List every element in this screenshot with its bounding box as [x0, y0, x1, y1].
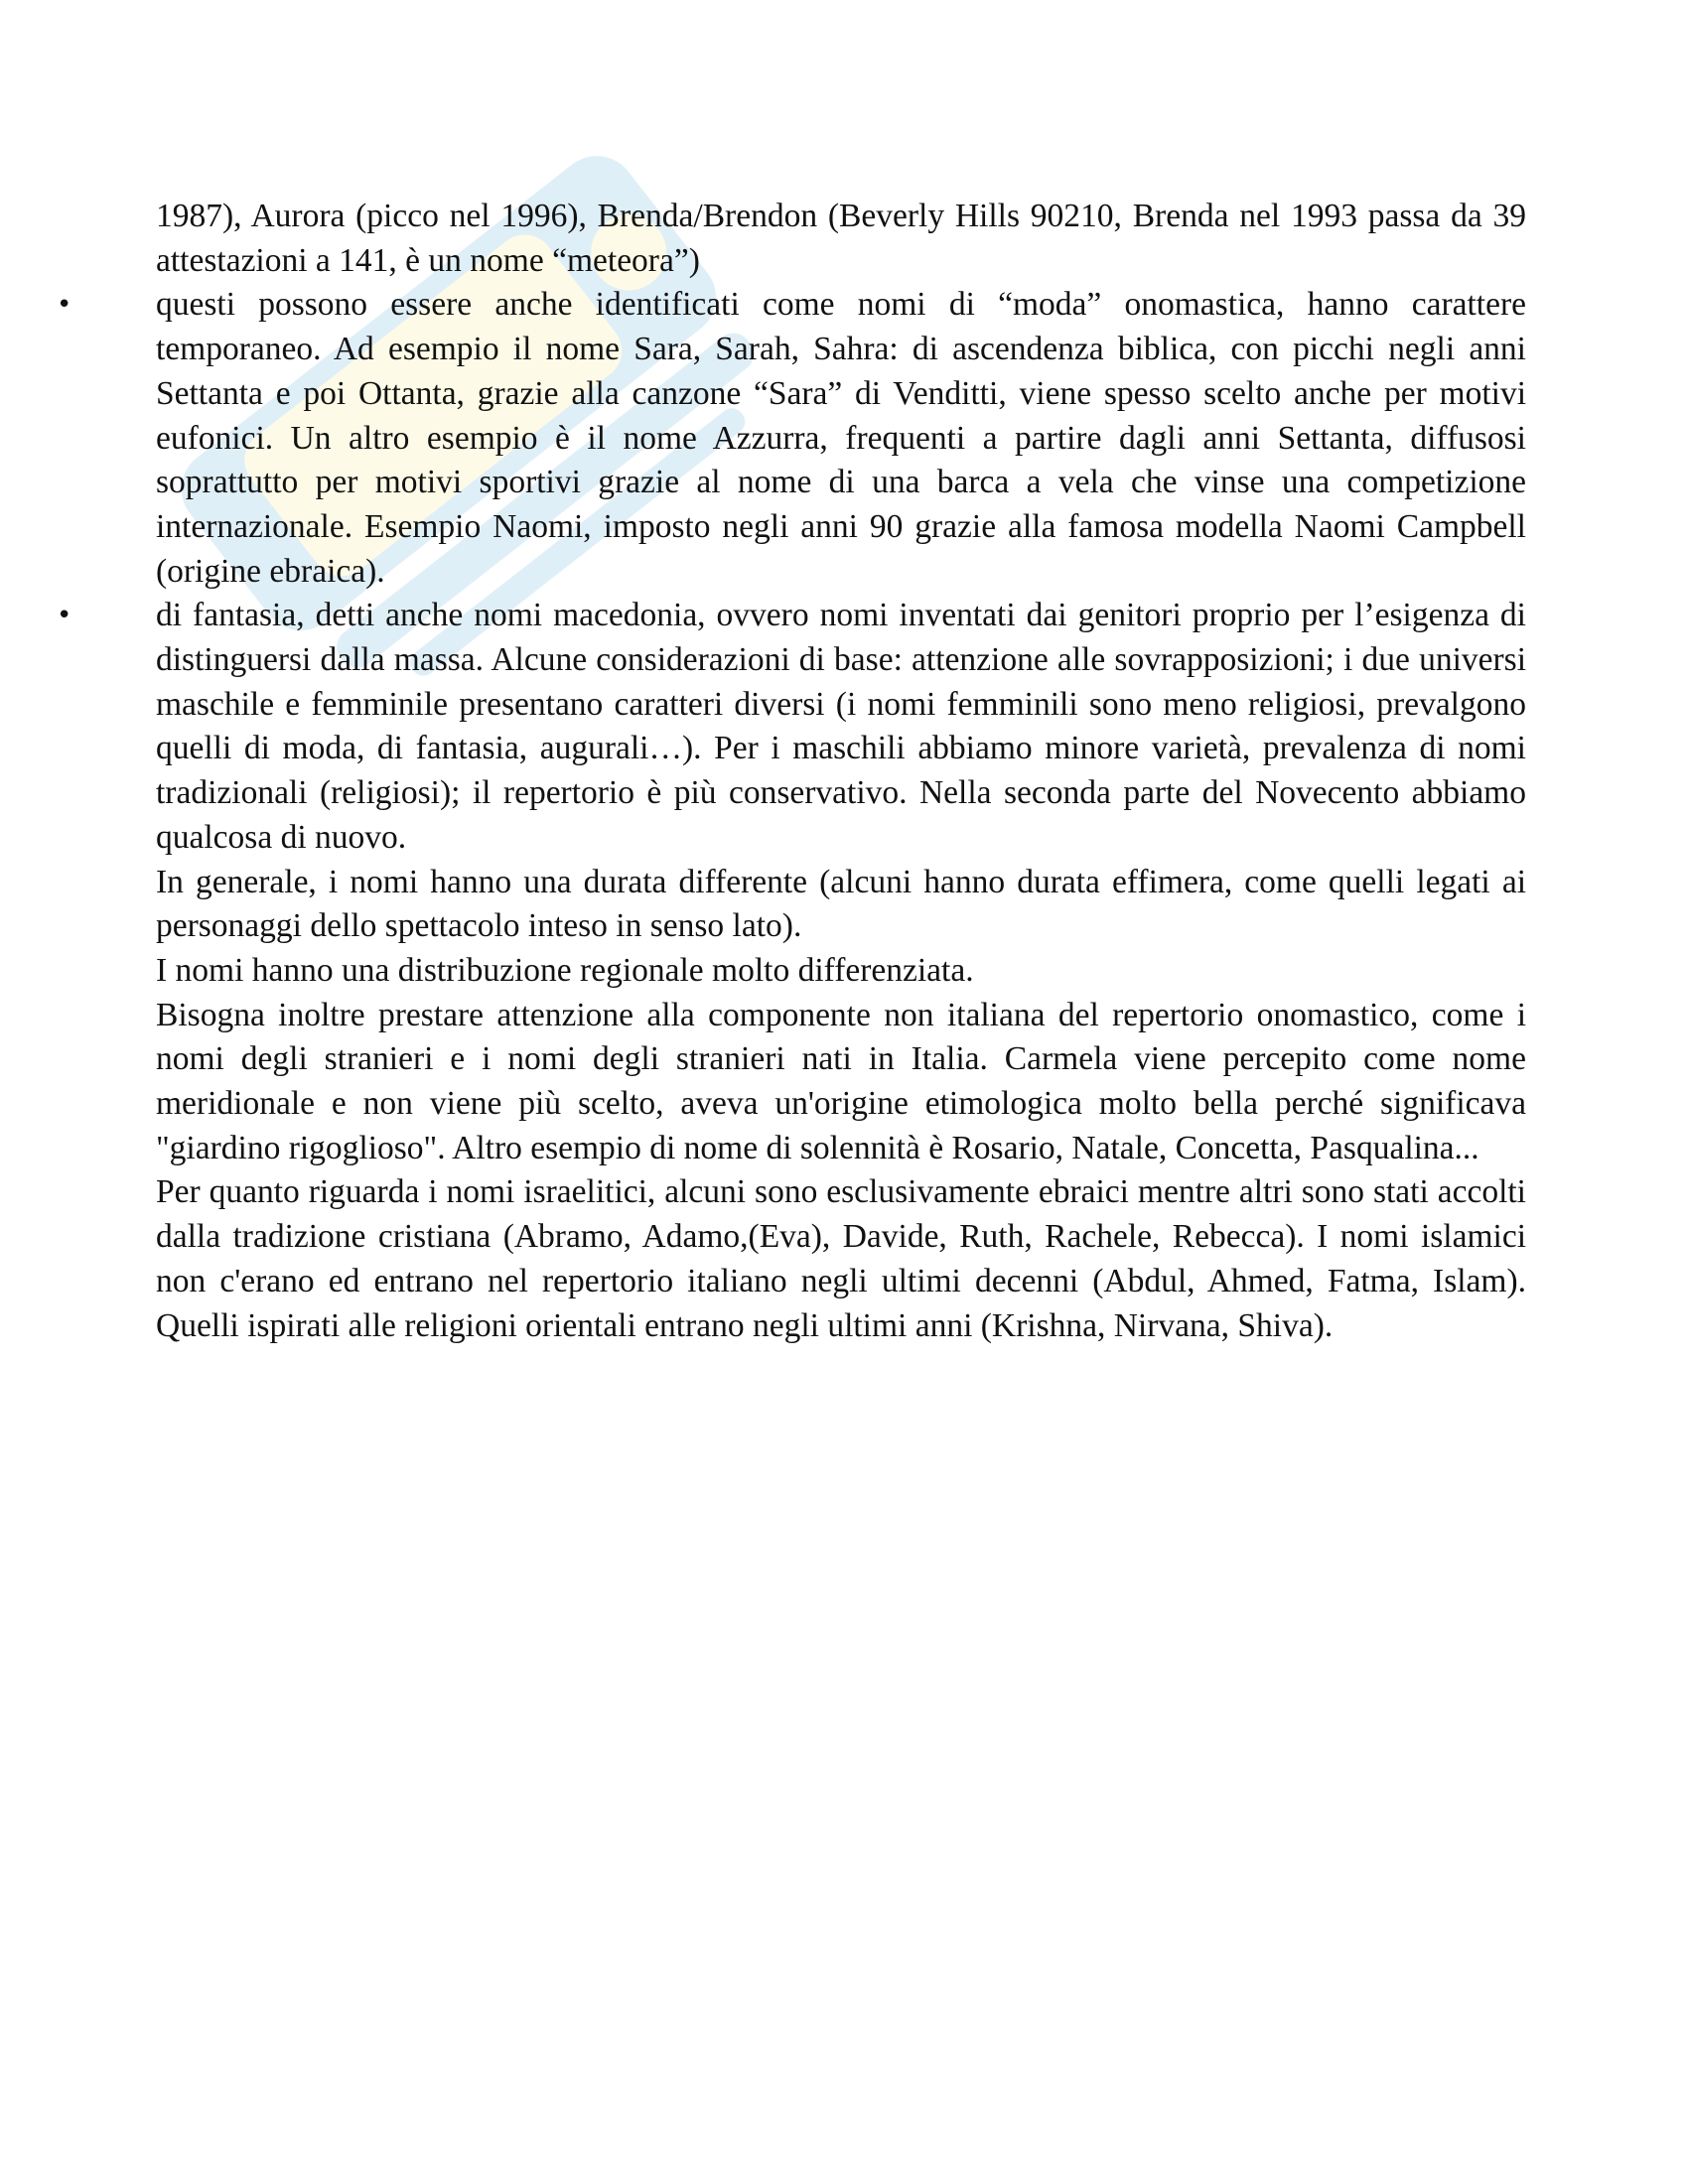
paragraph-1-text: 1987), Aurora (picco nel 1996), Brenda/Brendon (Beverly Hills 90210, Brenda nel 1993 passa da 39 attestazioni a 141, è un nome “meteora”)	[156, 198, 1526, 279]
paragraph-2-text: questi possono essere anche identificati come nomi di “moda” onomastica, hanno carattere temporaneo. Ad esempio il nome Sara, Sarah, Sahra: di ascendenza biblica, con picchi negli anni Settanta e poi Ottanta, grazie alla canzone “Sara” di Venditti, viene spesso scelto anche per motivi eufonici. Un altro esempio è il nome Azzurra, frequenti a partire dagli anni Settanta, diffusosi soprattutto per motivi sportivi grazie al nome di una barca a vela che vinse una competizione internazionale. Esempio Naomi, imposto negli anni 90 grazie alla famosa modella Naomi Campbell (origine ebraica).	[156, 286, 1526, 590]
paragraph-5-text: I nomi hanno una distribuzione regionale molto differenziata.	[156, 951, 974, 989]
paragraph-7	[156, 1170, 1526, 1348]
paragraph-6	[156, 994, 1526, 1171]
bullet-paragraph-3	[57, 594, 1526, 860]
document-body	[57, 195, 1526, 1348]
paragraph-3-text: di fantasia, detti anche nomi macedonia, ovvero nomi inventati dai genitori proprio per l’esigenza di distinguersi dalla massa. Alcune considerazioni di base: attenzione alle sovrapposizioni; i due universi maschile e femminile presentano caratteri diversi (i nomi femminili sono meno religiosi, prevalgono quelli di moda, di fantasia, augurali…). Per i maschili abbiamo minore varietà, prevalenza di nomi tradizionali (religiosi); il repertorio è più conservativo. Nella seconda parte del Novecento abbiamo qualcosa di nuovo.	[156, 597, 1526, 856]
bullet-icon: •	[57, 601, 72, 631]
bullet-paragraph-2	[57, 283, 1526, 594]
bullet-icon: •	[57, 290, 72, 321]
paragraph-7-text: Per quanto riguarda i nomi israelitici, alcuni sono esclusivamente ebraici mentre altri sono stati accolti dalla tradizione cristiana (Abramo, Adamo,(Eva), Davide, Ruth, Rachele, Rebecca). I nomi islamici non c'erano ed entrano nel repertorio italiano negli ultimi decenni (Abdul, Ahmed, Fatma, Islam). Quelli ispirati alle religioni orientali entrano negli ultimi anni (Krishna, Nirvana, Shiva).	[156, 1173, 1526, 1344]
paragraph-4-text: In generale, i nomi hanno una durata differente (alcuni hanno durata effimera, come quelli legati ai personaggi dello spettacolo inteso in senso lato).	[156, 863, 1526, 945]
paragraph-5	[156, 949, 1526, 994]
paragraph-1	[156, 195, 1526, 283]
paragraph-6-text: Bisogna inoltre prestare attenzione alla componente non italiana del repertorio onomastico, come i nomi degli stranieri e i nomi degli stranieri nati in Italia. Carmela viene percepito come nome meridionale e non viene più scelto, aveva un'origine etimologica molto bella perché significava "giardino rigoglioso". Altro esempio di nome di solennità è Rosario, Natale, Concetta, Pasqualina...	[156, 996, 1526, 1166]
paragraph-4	[156, 861, 1526, 949]
